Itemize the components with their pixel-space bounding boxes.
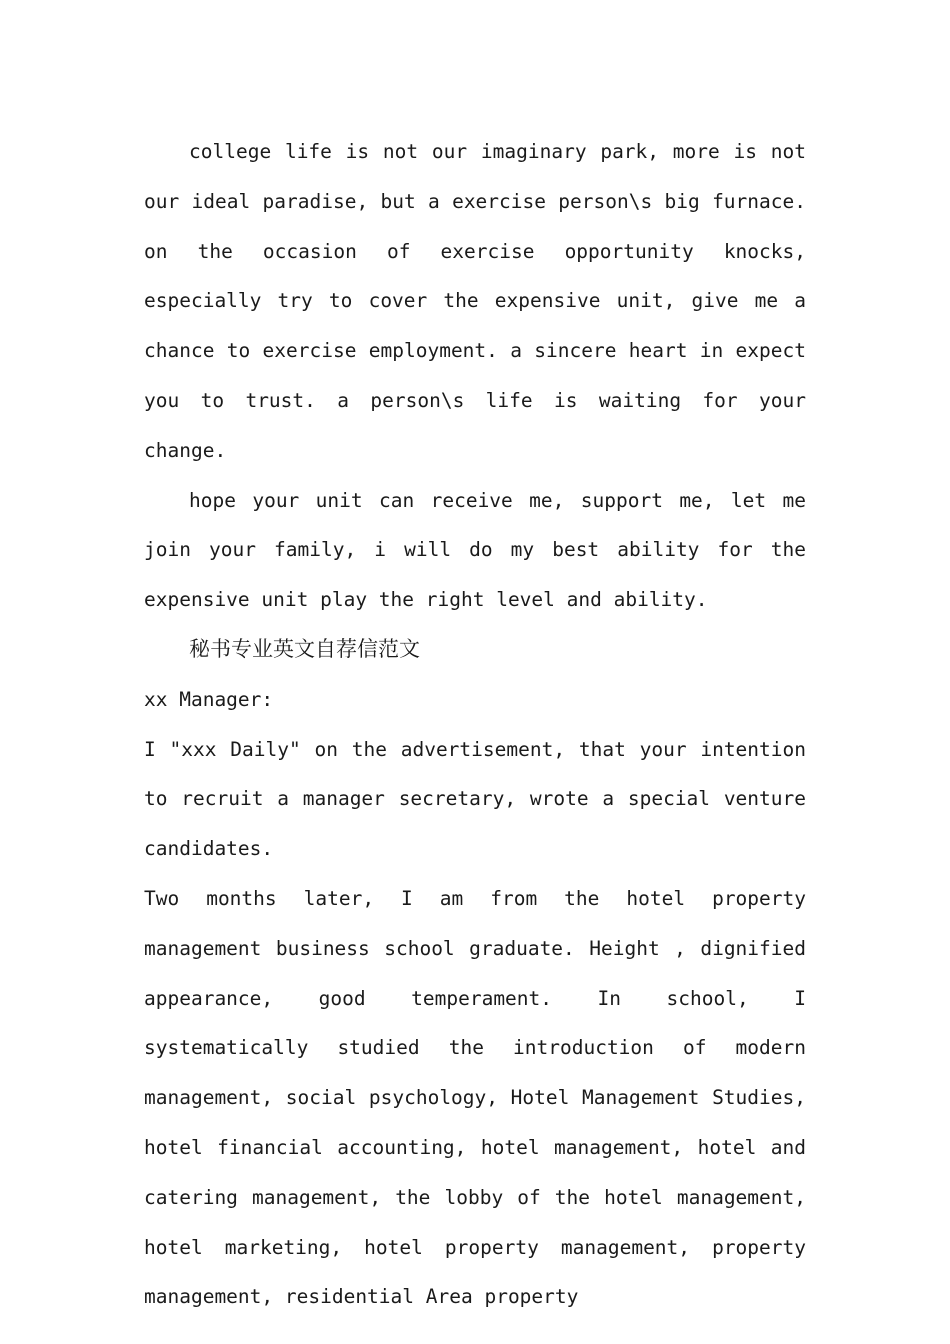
salutation: xx Manager: — [144, 687, 274, 711]
section-heading: 秘书专业英文自荐信范文 — [189, 636, 420, 661]
document-body — [144, 127, 806, 1322]
paragraph-college-life: college life is not our imaginary park, more is not our ideal paradise, but a exercise person\s big furnace. on the occasion of exercise opportunity knocks, especially try to cover the expensive unit, give me a chance to exercise employment. a sincere heart in expect you to trust. a person\s life is waiting for your change. — [144, 140, 806, 462]
paragraph-hope-unit: hope your unit can receive me, support me, let me join your family, i will do my best ability for the expensive unit play the right level and ability. — [144, 488, 806, 612]
paragraph-advertisement: I "xxx Daily" on the advertisement, that your intention to recruit a manager secretary, wrote a special venture candidates. — [144, 737, 806, 861]
paragraph-background: Two months later, I am from the hotel property management business school graduate. Height , dignified appearance, good temperament. In school, I systematically studied the introduction of modern management, social psychology, Hotel Management Studies, hotel financial accounting, hotel management, hotel and catering management, the lobby of the hotel management, hotel marketing, hotel property management, property management, residential Area property — [144, 886, 806, 1309]
